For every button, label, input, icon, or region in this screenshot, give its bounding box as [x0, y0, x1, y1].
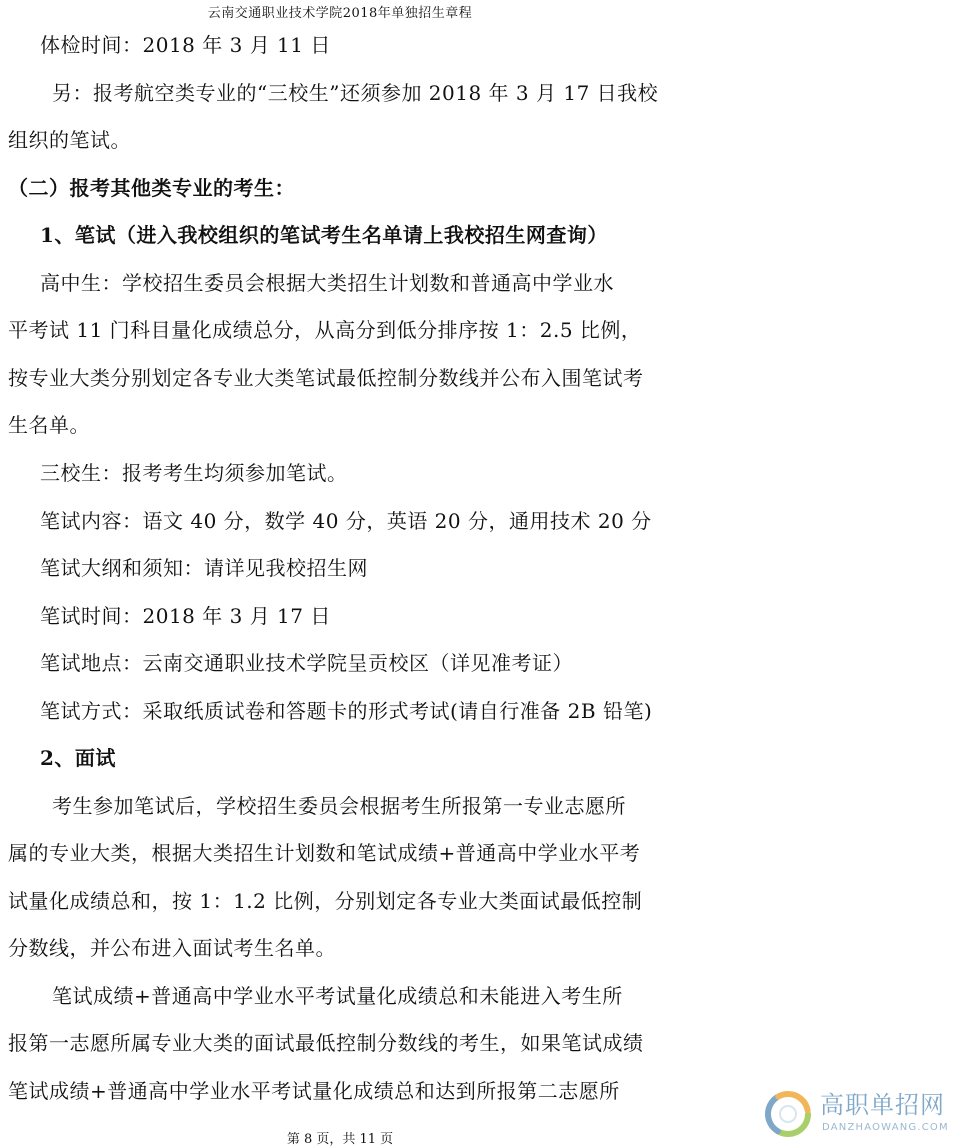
- paragraph-line: 分数线，并公布进入面试考生名单。: [8, 936, 336, 960]
- paragraph-line: 平考试 11 门科目量化成绩总分，从高分到低分排序按 1：2.5 比例，: [8, 318, 642, 342]
- paragraph-line: 三校生：报考考生均须参加笔试。: [40, 461, 348, 485]
- site-watermark: [764, 1088, 954, 1142]
- watermark-subtitle: DANZHAOWANG.COM: [822, 1122, 949, 1133]
- paragraph-line: 考生参加笔试后，学校招生委员会根据考生所报第一专业志愿所: [52, 794, 626, 818]
- paragraph-line: 试量化成绩总和，按 1：1.2 比例，分别划定各专业大类面试最低控制: [8, 889, 643, 913]
- subsection-heading: 2、面试: [40, 746, 116, 770]
- paragraph-line: 生名单。: [8, 413, 90, 437]
- paragraph-line: 笔试内容：语文 40 分，数学 40 分，英语 20 分，通用技术 20 分: [40, 509, 652, 533]
- paragraph-line: 另：报考航空类专业的“三校生”还须参加 2018 年 3 月 17 日我校: [52, 81, 659, 105]
- paragraph-line: 笔试地点：云南交通职业技术学院呈贡校区（详见准考证）: [40, 651, 573, 675]
- paragraph-line: 笔试成绩+普通高中学业水平考试量化成绩总和达到所报第二志愿所: [8, 1079, 620, 1103]
- watermark-title: 高职单招网: [820, 1091, 945, 1119]
- paragraph-line: 按专业大类分别划定各专业大类笔试最低控制分数线并公布入围笔试考: [8, 366, 644, 390]
- paragraph-line: 高中生：学校招生委员会根据大类招生计划数和普通高中学业水: [40, 271, 614, 295]
- circular-swirl-logo-icon: [764, 1090, 812, 1138]
- page-header: 云南交通职业技术学院2018年单独招生章程: [207, 6, 473, 21]
- page-footer: 第 8 页，共 11 页: [286, 1132, 394, 1147]
- paragraph-line: 属的专业大类，根据大类招生计划数和笔试成绩+普通高中学业水平考: [8, 841, 641, 865]
- paragraph-line: 笔试成绩+普通高中学业水平考试量化成绩总和未能进入考生所: [52, 984, 623, 1008]
- section-heading: （二）报考其他类专业的考生：: [8, 176, 295, 200]
- paragraph-line: 笔试大纲和须知：请详见我校招生网: [40, 556, 368, 580]
- paragraph-line: 组织的笔试。: [8, 128, 131, 152]
- paragraph-line: 笔试方式：采取纸质试卷和答题卡的形式考试(请自行准备 2B 铅笔): [40, 699, 653, 723]
- subsection-heading: 1、笔试（进入我校组织的笔试考生名单请上我校招生网查询）: [40, 223, 608, 247]
- paragraph-line: 笔试时间：2018 年 3 月 17 日: [40, 604, 331, 628]
- paragraph-line: 报第一志愿所属专业大类的面试最低控制分数线的考生，如果笔试成绩: [8, 1031, 644, 1055]
- paragraph-line: 体检时间：2018 年 3 月 11 日: [40, 33, 331, 57]
